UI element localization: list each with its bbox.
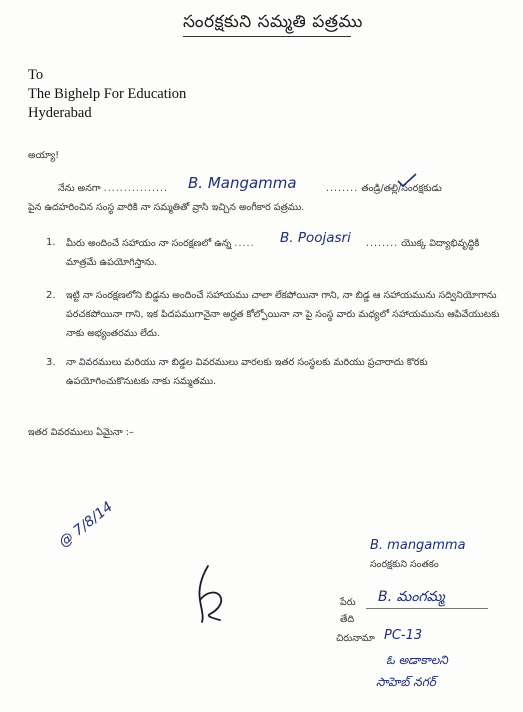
intro-prefix: నేను అనగా <box>58 183 101 194</box>
intro-line-1-end <box>326 183 442 196</box>
intro-line-1 <box>58 183 168 196</box>
name-underline <box>366 608 488 609</box>
address-line-3-handwritten: సాహెబ్ నగర్ <box>376 675 436 689</box>
item-1-line-1-end <box>366 238 479 251</box>
signature-scribble-icon <box>190 562 230 624</box>
item-3-text: నా వివరములు మరియు నా బిడ్డల వివరములు వారలకు ఇతర సంస్థలకు మరియు ప్రచారాదు కొరకు ఉపయోగించుకొనుటకు నాకు సమ్మతము. <box>66 357 428 387</box>
item-1-prefix: మీరు అందించే సహాయం నా సంరక్షణలో ఉన్న <box>66 238 232 249</box>
address-city: Hyderabad <box>28 105 92 121</box>
address-label: చిరునామా <box>336 633 375 644</box>
intro-suffix: తండ్రి/తల్లి/సంరక్షకుడు <box>361 183 442 194</box>
item-2-number: 2. <box>46 290 56 301</box>
date-label: తేది <box>340 614 355 625</box>
item-1-suffix: యొక్క విద్యాభివృద్ధికి <box>401 238 480 249</box>
intro-dots-a: ................ <box>103 183 169 194</box>
intro-dots-b: ........ <box>326 183 359 194</box>
item-1-number: 1. <box>46 237 56 248</box>
item-1-line-1 <box>66 238 255 251</box>
signatory-caption: సంరక్షకుని సంతకం <box>370 559 439 570</box>
item-1-dots-a: ..... <box>234 238 255 249</box>
address-line-2-handwritten: ఓ అడాకాలని <box>386 653 448 667</box>
title-underline <box>183 36 351 37</box>
intro-line-2: పైన ఉదహరించిన సంస్థ వారికి నా సమ్మతితో వ్రాసి ఇచ్చిన అంగీకార పత్రము. <box>28 202 305 213</box>
salutation: అయ్యా! <box>28 150 60 161</box>
other-details-label: ఇతర వివరములు ఏమైనా :– <box>28 427 134 438</box>
name-label: పేరు <box>340 597 356 608</box>
page-title: సంరక్షకుని సమ్మతి పత్రము <box>183 12 363 32</box>
item-1-dots-b: ........ <box>366 238 399 249</box>
student-name-handwritten: B. Poojasri <box>280 230 351 246</box>
date-annotation-handwritten: @ 7/8/14 <box>56 498 116 551</box>
name-value-handwritten: B. మంగమ్మ <box>378 589 445 605</box>
address-organization: The Bighelp For Education <box>28 86 187 102</box>
item-2-text: ఇట్టి నా సంరక్షణలోని బిడ్డను అందించే సహాయము చాలా లేకపోయినా గాని, నా బిడ్డ ఆ సహాయమును సద్వినియోగాను పరచకపోయినా గాని, ఇక పిదపముగానైనా అర్హత కోల్పోయినా నా పై సంస్థ వారు మధ్యలో సహాయమును ఆపివేయుటకు నాకు అభ్యంతరము లేదు. <box>66 290 500 339</box>
item-3-number: 3. <box>46 357 56 368</box>
parent-name-handwritten: B. Mangamma <box>188 174 297 192</box>
tick-mark-icon <box>396 172 418 188</box>
signatory-name-handwritten: B. mangamma <box>370 538 466 553</box>
item-1-line-2: మాత్రమే ఉపయోగిస్తాను. <box>66 257 158 268</box>
address-to: To <box>28 67 44 83</box>
address-line-1-handwritten: PC-13 <box>384 628 423 643</box>
